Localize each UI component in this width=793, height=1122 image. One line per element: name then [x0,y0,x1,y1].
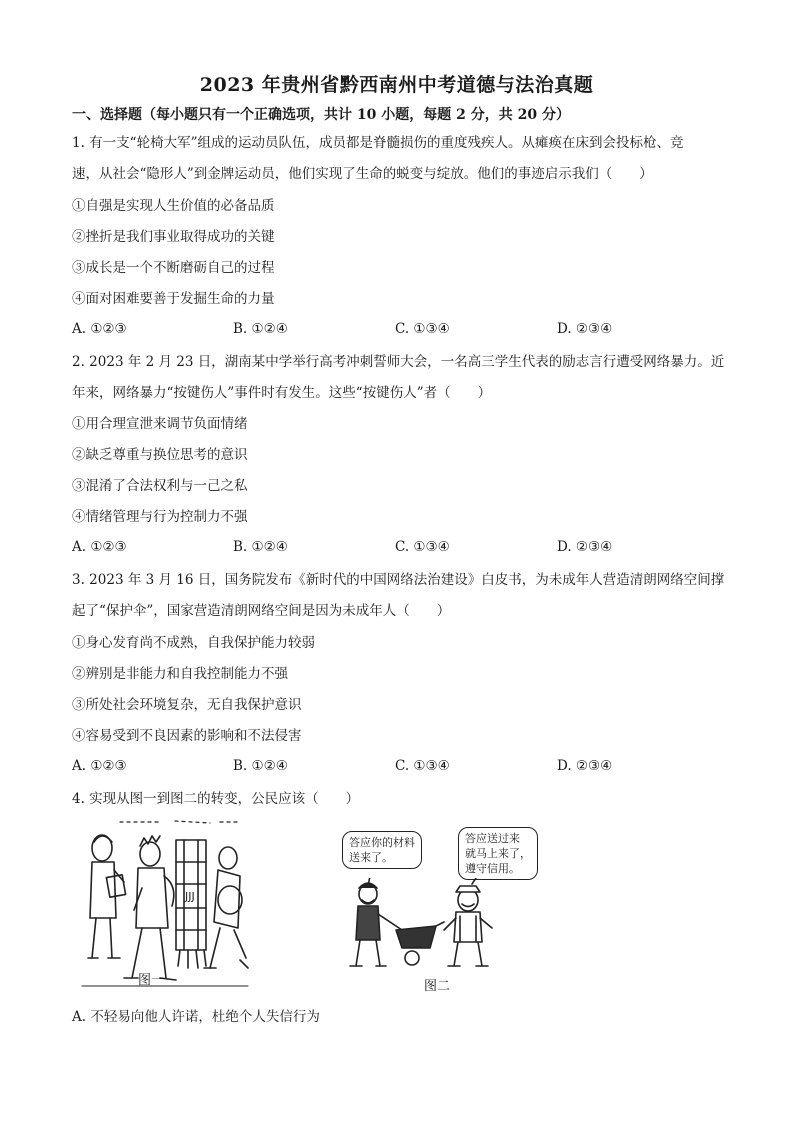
q1-item-4: ④面对困难要善于发掘生命的力量 [72,291,275,307]
q3-stem-line1: 3. 2023 年 3 月 16 日，国务院发布《新时代的中国网络法治建设》白皮书，为未成年人营造清朗网络空间撑 [72,572,725,588]
svg-text:JJJ: JJJ [185,890,195,903]
q1-choices [72,321,672,341]
q3-item-2: ②辨别是非能力和自我控制能力不强 [72,666,288,682]
q2-item-4: ④情绪管理与行为控制力不强 [72,509,248,525]
q1-item-1: ①自强是实现人生价值的必备品质 [72,198,275,214]
q2-item-2: ②缺乏尊重与换位思考的意识 [72,447,248,463]
figure-two-caption: 图二 [424,979,451,994]
q2-stem-line1: 2. 2023 年 2 月 23 日，湖南某中学举行高考冲刺誓师大会，一名高三学生代表的励志言行遭受网络暴力。近 [72,354,725,370]
q4-option-a: A. 不轻易向他人许诺，杜绝个人失信行为 [72,1009,320,1025]
q1-choice-d: D. ②③④ [557,321,613,337]
bubble-right-line2: 就马上来了， [465,847,531,860]
q2-choice-c: C. ①③④ [395,539,450,555]
bubble-left-line2: 送来了。 [349,851,393,864]
q3-choices [72,758,672,778]
q1-item-2: ②挫折是我们事业取得成功的关键 [72,229,275,245]
q3-choice-a: A. ①②③ [72,758,127,774]
q1-choice-b: B. ①②④ [233,321,288,337]
q1-stem-line2: 速，从社会“隐形人”到金牌运动员，他们实现了生命的蜕变与绽放。他们的事迹启示我们（ ） [72,166,653,182]
speech-bubble-left [342,831,422,869]
q2-choices [72,539,672,559]
q2-item-1: ①用合理宣泄来调节负面情绪 [72,416,248,432]
page-title: 2023 年贵州省黔西南州中考道德与法治真题 [199,74,594,96]
q2-item-3: ③混淆了合法权利与一己之私 [72,478,248,494]
q3-item-4: ④容易受到不良因素的影响和不法侵害 [72,728,302,744]
figure-one-cartoon [80,818,250,990]
figure-two-cartoon [340,878,540,970]
q2-choice-b: B. ①②④ [233,539,288,555]
q3-item-3: ③所处社会环境复杂，无自我保护意识 [72,697,302,713]
q1-choice-c: C. ①③④ [395,321,450,337]
section-heading: 一、选择题（每小题只有一个正确选项，共计 10 小题，每题 2 分，共 20 分） [72,107,570,123]
q1-stem-line1: 1. 有一支“轮椅大军”组成的运动员队伍，成员都是脊髓损伤的重度残疾人。从瘫痪在床到会投标枪、竞 [72,135,684,151]
bubble-left-line1: 答应你的材料 [349,836,415,849]
q3-choice-d: D. ②③④ [557,758,613,774]
q2-choice-d: D. ②③④ [557,539,613,555]
figure-one-caption: 图一 [138,973,165,988]
q2-choice-a: A. ①②③ [72,539,127,555]
q1-item-3: ③成长是一个不断磨砺自己的过程 [72,260,275,276]
q2-stem-line2: 年来，网络暴力“按键伤人”事件时有发生。这些“按键伤人”者（ ） [72,385,492,401]
q4-stem: 4. 实现从图一到图二的转变，公民应该（ ） [72,791,360,807]
bubble-right-line1: 答应送过来 [465,832,520,845]
q3-choice-c: C. ①③④ [395,758,450,774]
bubble-right-line3: 遵守信用。 [465,862,520,875]
q3-stem-line2: 起了“保护伞”，国家营造清朗网络空间是因为未成年人（ ） [72,603,451,619]
speech-bubble-right [458,827,538,880]
q3-item-1: ①身心发育尚不成熟，自我保护能力较弱 [72,635,315,651]
q3-choice-b: B. ①②④ [233,758,288,774]
q1-choice-a: A. ①②③ [72,321,127,337]
